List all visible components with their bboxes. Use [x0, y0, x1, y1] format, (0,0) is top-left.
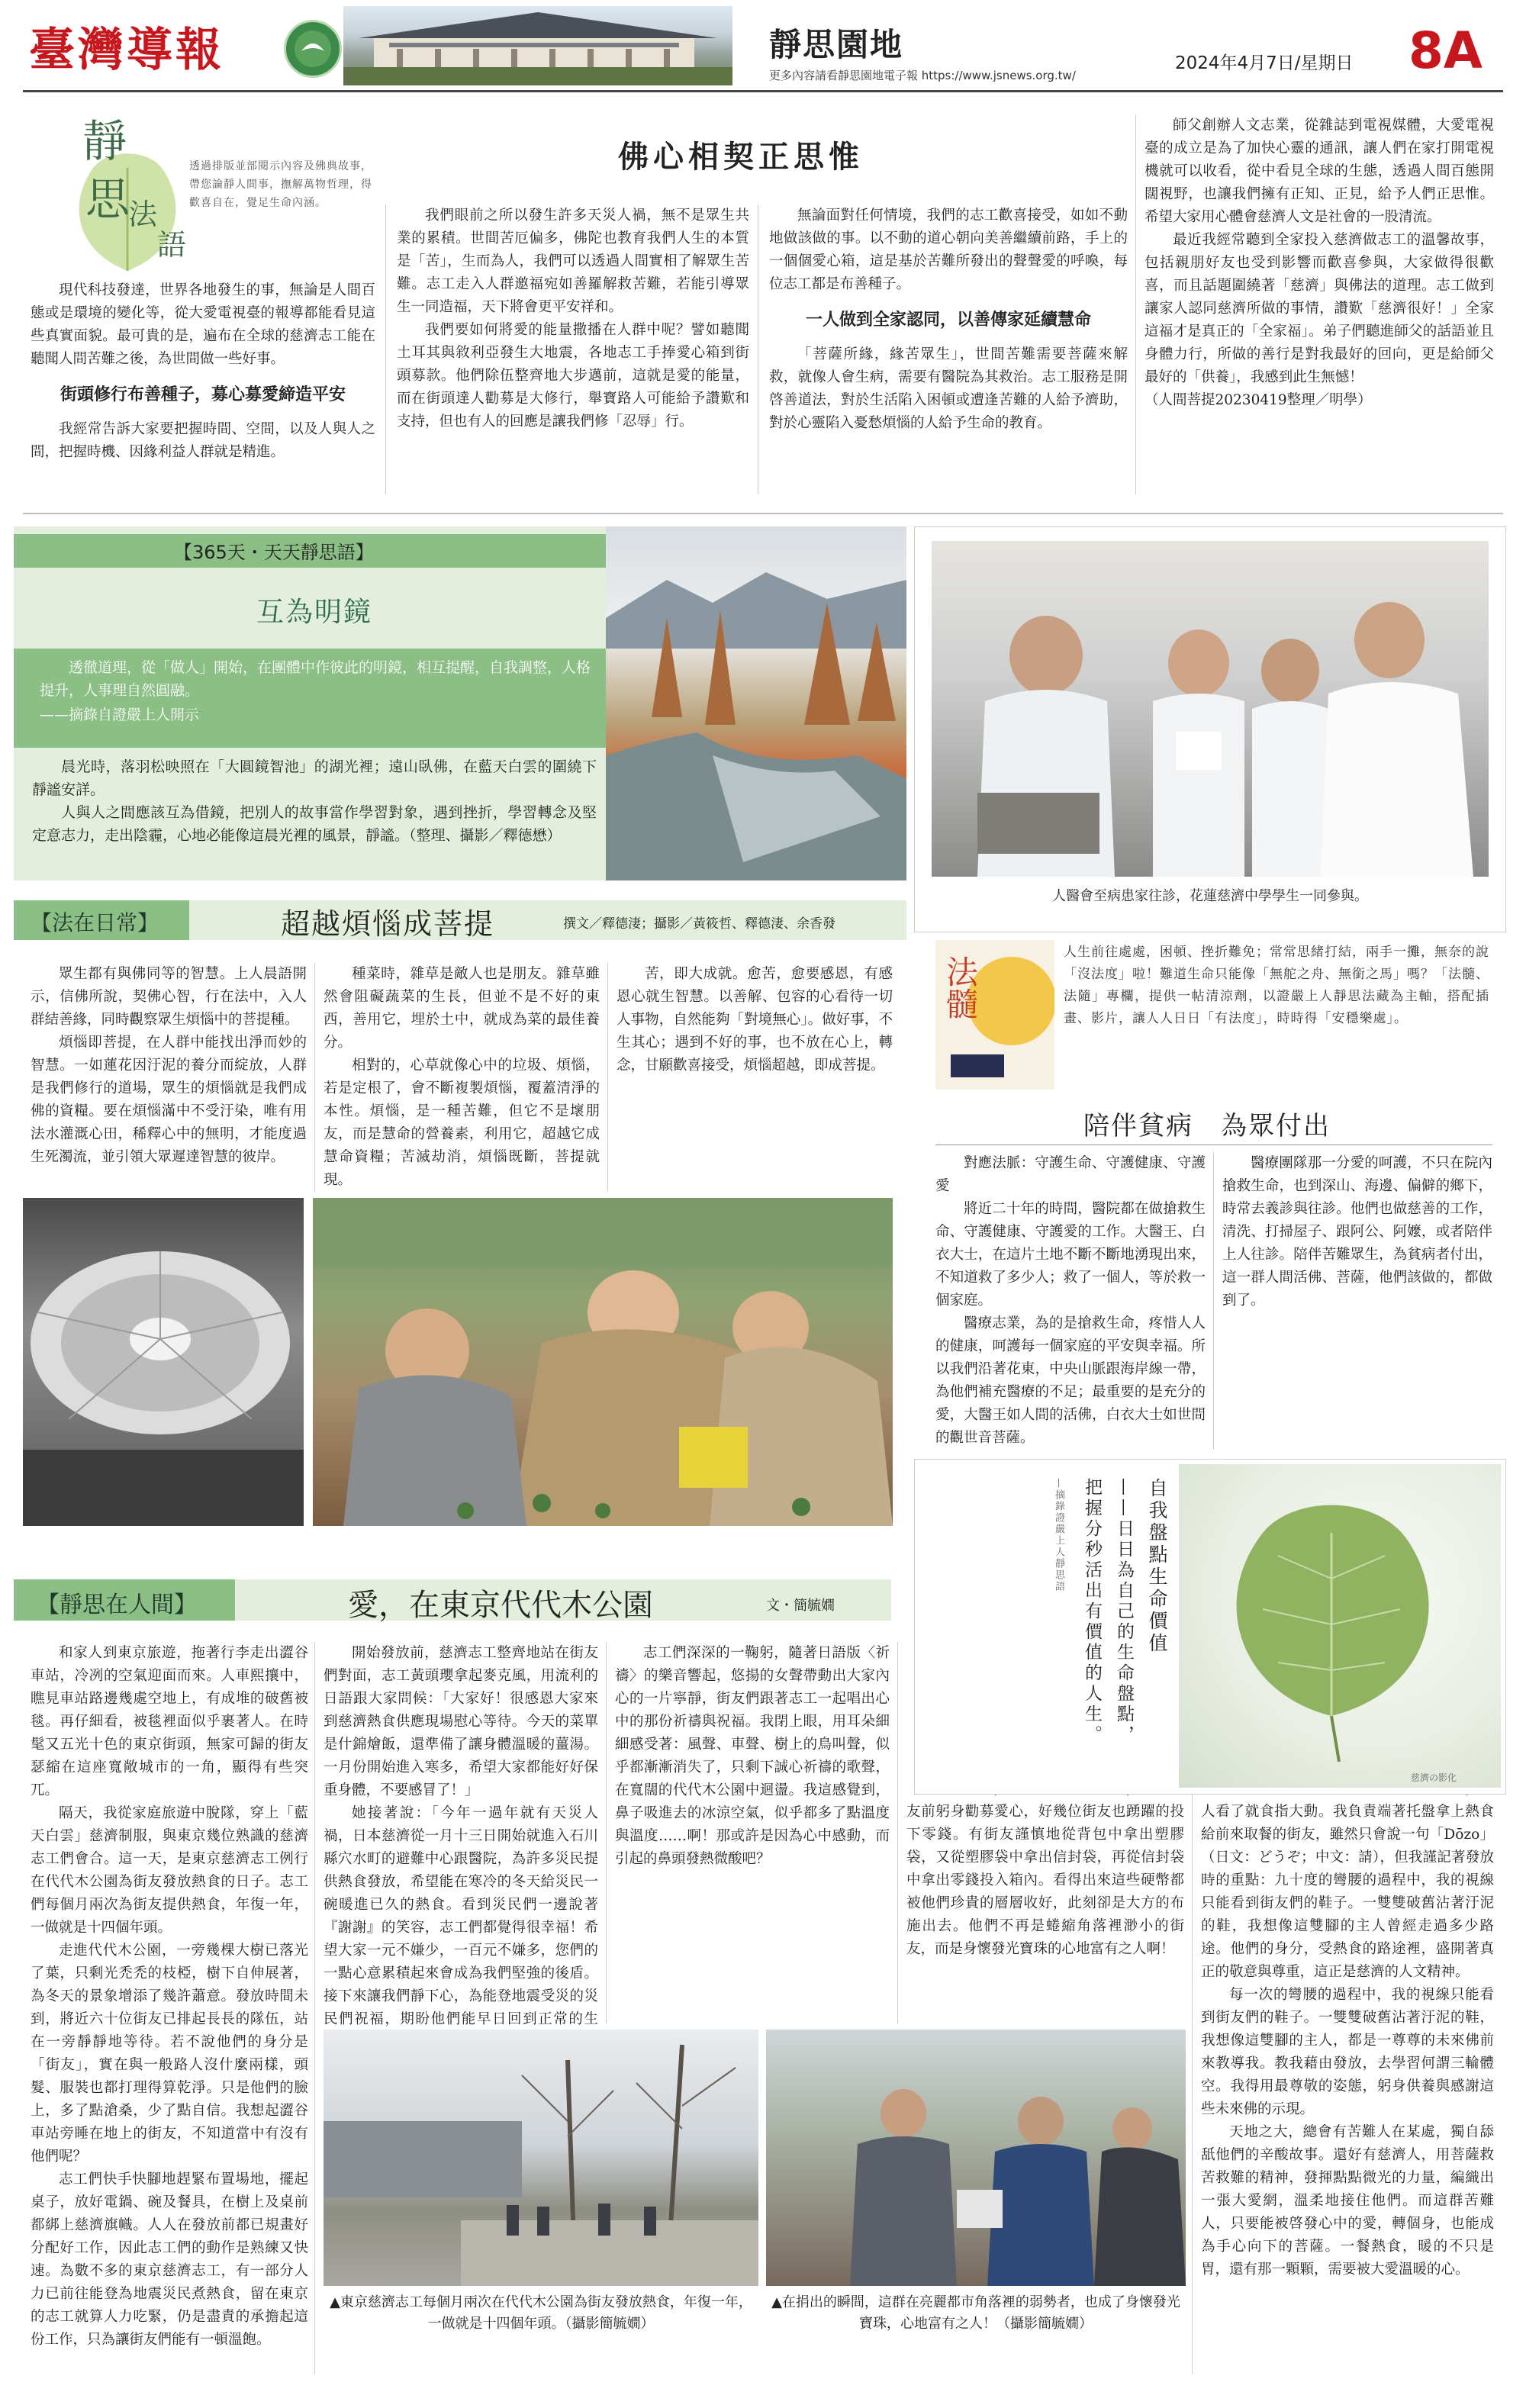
- quote-signature: 慈濟の影化: [1411, 1772, 1457, 1783]
- daily-quote: 透徹道理，從「做人」開始，在團體中作彼此的明鏡，相互提醒，自我調整，人格提升，人事理自然圓融。: [40, 659, 591, 699]
- masthead: [0, 0, 1526, 90]
- dharma-p5: 苦，即大成就。愈苦，愈要感恩，有感恩心就生智慧。以善解、包容的心看待一切人事物，自然能夠「對境無心」。做好事，不生其心；遇到不好的事，也不放在心上，轉念，甘願歡喜接受，煩惱超越，即成菩提。: [617, 966, 893, 1074]
- medical-photo-frame: [914, 526, 1506, 932]
- lead-p3: 我們眼前之所以發生許多天災人禍，無不是眾生共業的累積。世間苦厄偏多，佛陀也教育我們人生的本質是「苦」，生而為人，我們可以透過人間實相了解眾生苦難。志工走入人群邀福宛如善羅解救苦難，若能引導眾生一同造福，天下將會更平安祥和。: [397, 208, 749, 315]
- tokyo-p9: 人看了就食指大動。我負責端著托盤拿上熱食給前來取餐的街友，雖然只會說一句「Dōzo」（日文：どうぞ；中文：請），但我謹記著發放時的重點：九十度的彎腰的過程中，我的視線只能看到街友們的鞋子。一雙雙破舊沾著汙泥的鞋，我想像這雙腳的主人曾經走過多少路途。他們的身分，受熱食的路途裡，盛開著真正的敬意與尊重，這正是慈濟的人文精神。: [1201, 1804, 1494, 1980]
- page-title: 靜思園地: [769, 26, 904, 63]
- tokyo-header: [14, 1573, 891, 1627]
- daily-title: 互為明鏡: [256, 597, 373, 628]
- dharma-daily-tag: 【法在日常】: [31, 910, 159, 935]
- daily-quote-src: ——摘錄自證嚴上人開示: [40, 707, 200, 723]
- dharma-body-p2: 將近二十年的時間，醫院都在做搶救生命、守護健康、守護愛的工作。大醫王、白衣大士，在這片土地不斷不斷地湧現出來，不知道救了多少人；救了一個人，等於救一個家庭。: [935, 1201, 1206, 1309]
- dharma-p4: 相對的，心草就像心中的垃圾、煩惱，若是定根了，會不斷複製煩惱，覆蓋清淨的本性。煩惱，是一種苦難，但它不是壞朋友，而是慧命的營養素，利用它，超越它成慧命資糧；苦滅劫消，煩惱既斷，菩提就現。: [324, 1058, 600, 1188]
- lead-sub1: 街頭修行布善種子，募心募愛締造平安: [60, 385, 346, 404]
- park-photo: [324, 2030, 758, 2286]
- page-number: 8A: [1408, 21, 1483, 80]
- lake-photo: [606, 526, 906, 880]
- lead-title: 佛心相契正思惟: [618, 139, 864, 175]
- tokyo-p11: 天地之大，總會有苦難人在某處，獨自舔舐他們的辛酸故事。還好有慈濟人，用菩薩救苦救難的精神，發揮點點微光的力量，編織出一張大愛網，溫柔地接住他們。而這群苦難人，只要能被啓發心中的愛，轉個身，也能成為手心向下的菩薩。一餐熱食，暖的不只是胃，還有那一顆顆，需要被大愛溫暖的心。: [1201, 2124, 1494, 2278]
- tokyo-caption-1: ▲東京慈濟志工每個月兩次在代代木公園為街友發放熱食，年復一年，一做就是十四個年頭。（攝影簡毓嫺）: [330, 2294, 752, 2332]
- lead-p1: 現代科技發達，世界各地發生的事，無論是人間百態或是環境的變化等，從大愛電視臺的報導都能看見這些真實面貌。最可貴的是，遍布在全球的慈濟志工能在聽聞人間苦難之後，為世間做一些好事。: [31, 282, 375, 367]
- lead-p5: 無論面對任何情境，我們的志工歡喜接受，如如不動地做該做的事。以不動的道心朝向美善繼續前路，手上的一個個愛心箱，這是基於苦難所發出的聲聲愛的呼喚，每位志工都是布善種子。: [769, 208, 1128, 292]
- medical-caption: 人醫會至病患家往診，花蓮慈濟中學學生一同參與。: [1052, 888, 1368, 904]
- tokyo-p2: 隔天，我從家庭旅遊中脫隊，穿上「藍天白雲」慈濟制服，與東京幾位熟識的慈濟志工們會合。這一天，是東京慈濟志工例行在代代木公園為街友發放熱食的日子。志工們每個月兩次為街友提供熱食，年復一年，一做就是十四個年頭。: [31, 1805, 308, 1936]
- col-divider: [1213, 1152, 1214, 1450]
- straw-hat-photo: [23, 1198, 304, 1526]
- col-divider: [1192, 1778, 1193, 2374]
- dharma-intro: 人生前往處處，困頓、挫折難免；常常思緒打結，兩手一攤，無奈的說「沒法度」啦！難道生命只能像「無舵之舟、無銜之馬」嗎？「法髓、法隨」專欄，提供一帖清涼劑，以證嚴上人靜思法藏為主軸，搭配插畫、影片，讓人人日日「有法度」，時時得「安穩樂處」。: [1064, 945, 1489, 1026]
- dharma-p2: 煩惱即菩提，在人群中能找出淨而妙的智慧。一如蓮花因汙泥的養分而綻放，人群是我們修行的道場，眾生的煩惱就是我們成佛的資糧。要在煩惱滿中不受汙染，唯有用法水灌溉心田，稀釋心中的無明，才能度過生死濁流，並引領大眾遲達智慧的彼岸。: [31, 1035, 307, 1165]
- dharma-col3: [617, 963, 893, 1077]
- tokyo-col1: [31, 1642, 308, 2352]
- tokyo-caption-2: ▲在捐出的瞬間，這群在亮麗都市角落裡的弱勢者，也成了身懷發光寶珠，心地富有之人！（攝影簡毓嫺）: [771, 2294, 1180, 2332]
- tokyo-p6: 她接著說：「今年一過年就有天災人禍，日本慈濟從一月十三日開始就進入石川縣穴水町的避難中心跟醫院，為許多災民提供熱食發放，希望能在寒冷的冬天給災民一碗暖進已久的熱食。看到災民們一邊說著『謝謝』的笑容，志工們都覺得很幸福！希望大家一元不嫌少，一百元不嫌多，您們的一點心意累積起來會成為我們堅強的後盾。接下來讓我們靜下心，為能登地震受災的災民們祝福，期盼他們能早日回到正常的生: [324, 1805, 598, 2027]
- lead-col1: [31, 279, 375, 464]
- quote-source: —摘錄證嚴上人靜思語: [1053, 1478, 1064, 1592]
- tokyo-p1: 和家人到東京旅遊，拖著行李走出澀谷車站，冷冽的空氣迎面而來。人車熙攘中，瞧見車站路邊幾處空地上，有成堆的破舊被毯。再仔細看，被毯裡面似乎裹著人。在時髦又五光十色的東京街頭，無家可歸的街友瑟縮在這座寬敞城市的一角，顯得有些突兀。: [31, 1645, 308, 1798]
- tzu-chi-emblem: [284, 20, 342, 78]
- dharma-body-col1: [935, 1152, 1206, 1450]
- quote-line3: 把握分秒活出有價值的人生。: [1082, 1478, 1102, 1746]
- donation-photo: [766, 2030, 1186, 2286]
- dharma-col1: [31, 963, 307, 1169]
- dharma-body-p3: 醫療志業，為的是搶救生命，疼惜人人的健康，呵護每一個家庭的平安與幸福。所以我們沿著花東，中央山脈跟海岸線一帶，為他們補充醫療的不足；最重要的是充分的愛，大醫王如人間的活佛，白衣大士如世間的觀世音菩薩。: [935, 1315, 1206, 1446]
- dharma-logo: [935, 940, 1054, 1090]
- quote-card: [914, 1459, 1506, 1795]
- bodhi-leaf-photo: [1179, 1464, 1501, 1788]
- dharma-title: 陪伴貧病 為眾付出: [1083, 1111, 1331, 1141]
- tokyo-p4: 志工們快手快腳地趕緊布置場地，擺起桌子，放好電鍋、碗及餐具，在樹上及桌前都綁上慈濟旗幟。人人在發放前都已規畫好分配好工作，因此志工們的動作是熟練又快速。為數不多的東京慈濟志工，有一部分人力已前往能登為地震災民煮熱食，留在東京的志工就算人力吃緊，仍是盡責的承擔起這份工作，只為讓街友們能有一頓溫飽。: [31, 2171, 308, 2348]
- calligraphy-jing: 靜: [82, 115, 127, 167]
- lead-source: （人間菩提20230419整理／明學）: [1144, 392, 1372, 408]
- col-divider: [606, 1642, 607, 2023]
- dharma-rule: [935, 1144, 1492, 1145]
- lead-sub2: 一人做到全家認同，以善傳家延續慧命: [805, 310, 1091, 330]
- lead-p4: 我們要如何將愛的能量撒播在人群中呢？譬如聽聞土耳其與敘利亞發生大地震，各地志工手捧愛心箱到街頭募款。他們除伍整齊地大步邁前，這就是愛的能量，而在街頭達人勸募是大修行，舉寶路人可能給予讚歎和支持，但也有人的回應是讓我們修「忍辱」行。: [397, 322, 749, 430]
- dharma-mapping: 對應法脈：守護生命、守護健康、守護愛: [935, 1155, 1206, 1194]
- dharma-daily-title: 超越煩惱成菩提: [281, 907, 495, 941]
- quote-line2: ——日日為自己的生命盤點，: [1114, 1478, 1134, 1746]
- tokyo-p8: 友前躬身勸募愛心，好幾位街友也踴躍的投下零錢。有街友謹慎地從背包中拿出塑膠袋，又從塑膠袋中拿出信封袋，再從信封袋中拿出零錢投入箱內。看得出來這些硬幣都被他們珍貴的層層收好，此刻卻是大方的布施出去。他們不再是蜷縮角落裡渺小的街友，而是身懷發光寶珠的心地富有之人啊！: [906, 1804, 1184, 1957]
- daily-p1: 晨光時，落羽松映照在「大圓鏡智池」的湖光裡；遠山臥佛，在藍天白雲的圍繞下靜謐安詳。: [32, 758, 597, 798]
- calligraphy-fa: 法: [128, 198, 158, 231]
- header-more-link[interactable]: 更多內容請看靜思園地電子報 https://www.jsnews.org.tw/: [769, 69, 1076, 82]
- paper-logo: 臺灣導報: [29, 24, 224, 77]
- medical-visit-photo: [932, 541, 1489, 877]
- masthead-rule: [23, 90, 1503, 92]
- lead-col4: [1144, 114, 1494, 412]
- dharma-logo-text: 法髓: [942, 955, 979, 1019]
- daily-body: [32, 755, 597, 847]
- col-divider: [314, 963, 315, 1192]
- dharma-p1: 眾生都有與佛同等的智慧。上人晨語開示，信佛所說，契佛心智，行在法中，入人群結善緣，同時觀察眾生煩惱中的菩提種。: [31, 966, 307, 1028]
- intro-desc: 透過排版並部閱示內容及佛典故事，帶您論靜人間事，撫解萬物哲理，得歡喜自在，覺足生命內涵。: [189, 160, 372, 209]
- dharma-body-p4: 醫療團隊那一分愛的呵護，不只在院內搶救生命，也到深山、海邊、偏僻的鄉下，時常去義診與往診。他們也做慈善的工作，清洗、打掃屋子、跟阿公、阿嬤，或者陪伴上人往診。陪伴苦難眾生，為貧病者付出，這一群人間活佛、菩薩，他們該做的，都做到了。: [1222, 1155, 1492, 1309]
- col-divider: [607, 963, 608, 1192]
- tokyo-col5: [1201, 1778, 1494, 2281]
- lead-p7: 師父創辦人文志業，從雜誌到電視媒體，大愛電視臺的成立是為了加快心靈的通訊，讓人們在家打開電視機就可以收看，從中看見全球的生態，透過人間百態開闊視野，也讓我們擁有正知、正見，給予人們正思惟。希望大家用心體會慈濟人文是社會的一股清流。: [1144, 118, 1494, 225]
- lead-col2: [397, 204, 749, 433]
- weeding-photo: [313, 1198, 893, 1526]
- tokyo-p3: 走進代代木公園，一旁幾棵大樹已落光了葉，只剩光禿禿的枝椏，樹下自伸展著，為冬天的景象增添了幾許蕭意。發放時間未到，將近六十位街友已排起長長的隊伍，站在一旁靜靜地等待。若不說他們的身分是「街友」，實在與一般路人沒什麼兩樣，頭髮、服裝也都打理得算乾淨。只是他們的臉上，多了點滄桑，少了點自信。我想起澀谷車站旁睡在地上的街友，不知道當中有沒有他們呢？: [31, 1943, 308, 2165]
- col-divider: [385, 204, 386, 494]
- col-divider: [314, 1642, 315, 2374]
- tokyo-col4: [906, 1778, 1184, 1961]
- col-divider: [897, 1642, 898, 2023]
- calligraphy-yu: 語: [157, 228, 187, 262]
- col-divider: [1135, 114, 1136, 494]
- tokyo-p7: 志工們深深的一鞠躬，隨著日語版〈祈禱〉的樂音響起，悠揚的女聲帶動出大家內心的一片寧靜，街友們跟著志工一起唱出心中的那份祈禱與祝福。我閉上眼，用耳朵細細感受著：風聲、車聲、樹上的鳥叫聲，似乎都漸漸消失了，只剩下誠心祈禱的歌聲，在寬闊的代代木公園中迴盪。我這感覺到，鼻子吸進去的冰涼空氣，似乎都多了點溫度與溫度……啊！那或許是因為心中感動，而引起的鼻頭發熱微酸吧？: [615, 1645, 890, 1867]
- tokyo-p10: 每一次的彎腰的過程中，我的視線只能看到街友們的鞋子。一雙雙破舊沾著汙泥的鞋，我想像這雙腳的主人，都是一尊尊的未來佛前來教導我。教我藉由發放，去學習何謂三輪體空。我得用最尊敬的姿態，躬身供養與感謝這些未來佛的示現。: [1201, 1987, 1494, 2117]
- dharma-p3: 種菜時，雜草是敵人也是朋友。雜草雖然會阻礙蔬菜的生長，但並不是不好的東西，善用它，埋於土中，就成為菜的最佳養分。: [324, 966, 600, 1051]
- tokyo-author: 文・簡毓嫺: [766, 1598, 835, 1614]
- daily-p2: 人與人之間應該互為借鏡，把別人的故事當作學習對象，遇到挫折，學習轉念及堅定意志力，走出陰霾，心地必能像這晨光裡的風景，靜謐。（整理、攝影／釋德懋）: [32, 804, 597, 844]
- lead-p6: 「菩薩所緣，緣苦眾生」，世間苦難需要菩薩來解救，就像人會生病，需要有醫院為其救治。志工服務是開啓善道法，對於生活陷入困頓或遭逢苦難的人給予濟助，對於心靈陷入憂愁煩惱的人給予生命的教育。: [769, 346, 1128, 431]
- section-rule: [23, 513, 1503, 514]
- daily-jingsi-box: [14, 526, 906, 880]
- tokyo-col2: [324, 1642, 598, 2054]
- tokyo-tag: 【靜思在人間】: [37, 1592, 197, 1618]
- lead-col3: [769, 204, 1128, 435]
- tokyo-col3: [615, 1642, 890, 1871]
- header-hall-photo: [343, 6, 732, 85]
- quote-line1: 自我盤點生命價值: [1146, 1478, 1168, 1655]
- dharma-daily-credit: 撰文／釋德淒；攝影／黃筱哲、釋德淒、余香發: [563, 916, 835, 932]
- dharma-daily-header: [14, 893, 906, 949]
- lead-p2: 我經常告訴大家要把握時間、空間，以及人與人之間，把握時機、因緣利益人群就是精進。: [31, 421, 375, 460]
- daily-tag: 【365天・天天靜思語】: [174, 542, 374, 563]
- calligraphy-si: 思: [85, 173, 130, 225]
- lead-p8: 最近我經常聽到全家投入慈濟做志工的溫馨故事，包括親朋好友也受到影響而歡喜參與，大家做得很歡喜，而且話題圍繞著「慈濟」與佛法的道理。志工做到讓家人認同慈濟所做的事情，讚歎「慈濟很好！」全家這福才是真正的「全家福」。弟子們聽進師父的話語並且身體力行，所做的善行是對我最好的回向，更是給師父最好的「供養」，我感到此生無憾！: [1144, 232, 1494, 385]
- dharma-col2: [324, 963, 600, 1192]
- dharma-body-col2: [1222, 1152, 1492, 1312]
- jingsi-fayu-box: [29, 107, 388, 262]
- tokyo-p5: 開始發放前，慈濟志工整齊地站在街友們對面，志工黃頭瓔拿起麥克風，用流利的日語跟大家問候：「大家好！很感恩大家來到慈濟熱食供應現場慰心等待。今天的菜單是什錦燴飯，還準備了讓身體溫暖的薑湯。一月份開始進入寒多，希望大家都能好好保重身體，不要感冒了！」: [324, 1645, 598, 1798]
- header-date: 2024年4月7日/星期日: [1175, 53, 1354, 73]
- tokyo-title: 愛，在東京代代木公園: [348, 1588, 653, 1623]
